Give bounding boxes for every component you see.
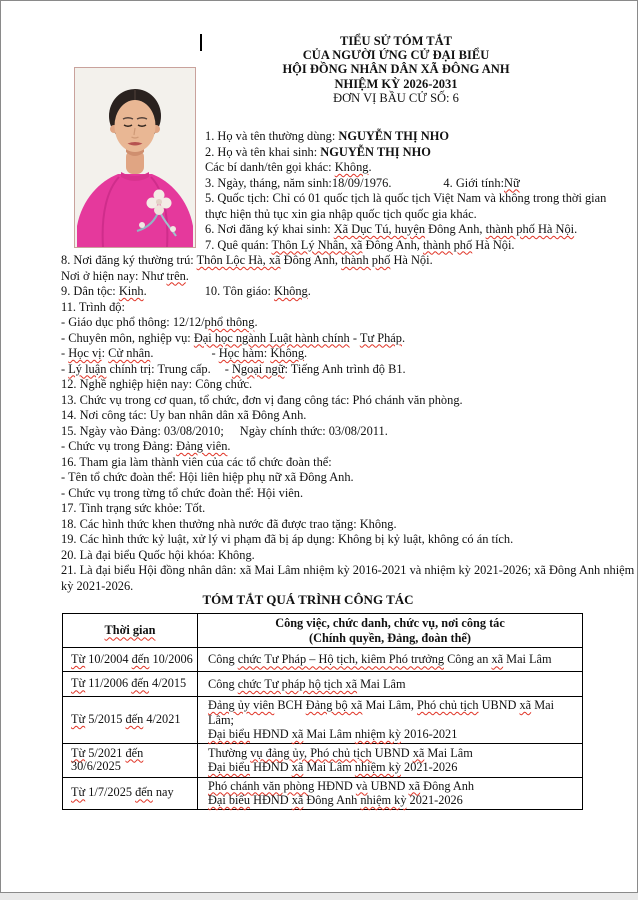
bio-line (61, 548, 621, 564)
bio-line (61, 424, 621, 440)
bio-line (61, 439, 621, 455)
text-run: 16. Tham gia làm thành viên của các tổ chức đoàn thể: (61, 454, 332, 469)
candidate-photo[interactable] (74, 67, 196, 248)
text-run: Công (208, 676, 238, 691)
work-history-row (63, 672, 583, 697)
text-run: 3. Ngày, tháng, năm sinh:18/09/1976. (205, 175, 392, 190)
cell-time-period (63, 697, 198, 744)
text-run: . (143, 284, 147, 298)
text-run: HĐND (250, 760, 292, 774)
text-run: 2021-2026 (406, 793, 463, 807)
misspelled-word: xã (519, 698, 532, 712)
misspelled-word: Từ (71, 651, 86, 666)
work-description-line (208, 760, 578, 775)
bio-line (61, 563, 635, 579)
work-description-line (208, 746, 578, 761)
col-header-work-line1: Công việc, chức danh, chức vụ, nơi công tác (275, 616, 505, 630)
bio-line (205, 145, 625, 161)
text-run: Các bí danh/tên gọi khác: (205, 160, 335, 174)
title-line-1: TIỂU SỬ TÓM TẮT (340, 34, 452, 48)
text-run: - (349, 330, 360, 345)
text-run: NGUYỄN THỊ NHO (338, 129, 449, 143)
misspelled-word: chức Tư pháp hộ tịch xã (237, 676, 358, 691)
bio-line (61, 455, 621, 471)
text-run: Hà Nội. (472, 237, 515, 252)
misspelled-word: và (355, 778, 368, 793)
col-header-work (198, 614, 583, 648)
bio-line (61, 393, 621, 409)
text-run: 19. Các hình thức kỷ luật, xử lý vi phạm đã bị áp dụng: Không bị kỷ luật, không có án tích. (61, 532, 514, 546)
misspelled-word: đến (125, 745, 144, 760)
text-run: . (368, 160, 372, 174)
bio-items-1-to-7 (205, 129, 625, 253)
text-run: 15. Ngày vào Đảng: 03/08/2010; (61, 423, 224, 438)
bio-line (61, 362, 621, 378)
text-run: BCH (274, 698, 306, 712)
text-run: . (304, 346, 308, 360)
text-run: 20. Là đại biểu Quốc hội khóa: Không. (61, 547, 255, 562)
text-run: - Chức vụ trong từng tổ chức đoàn thể: Hội viên. (61, 485, 304, 500)
misspelled-word: Phó chánh văn phòng (208, 778, 315, 793)
misspelled-word: Tư Pháp (359, 330, 402, 345)
text-run: 10. Tôn giáo: (204, 284, 275, 298)
misspelled-word: xã (291, 727, 304, 741)
bio-line (61, 517, 621, 533)
misspelled-word: Đảng bộ xã (305, 698, 363, 712)
misspelled-word: Xã Dục Tú, huyện (333, 222, 426, 236)
text-run: Mai Lâm (503, 652, 552, 667)
text-run: Đông Anh (303, 793, 361, 807)
text-run: 17. Tình trạng sức khỏe: Tốt. (61, 501, 206, 515)
misspelled-word: đến (131, 676, 149, 691)
bio-line (61, 269, 621, 285)
text-run: - Chuyên môn, nghiệp vụ: (61, 330, 194, 345)
text-run: 11. Trình độ: (61, 299, 125, 314)
work-history-heading: TÓM TẮT QUÁ TRÌNH CÔNG TÁC (202, 592, 414, 607)
work-history-row (63, 648, 583, 672)
text-run: 2016-2021 (400, 727, 458, 741)
misspelled-word: xã (291, 760, 304, 774)
misspelled-word: Thôn Lý Nhân, xã (271, 237, 363, 252)
text-run: Hà Nội. (390, 253, 433, 267)
misspelled-word: Từ (71, 785, 86, 800)
bio-line (205, 176, 625, 192)
misspelled-word: Lý luận (68, 361, 107, 376)
bio-line (61, 470, 621, 486)
text-run: 10/2006 (149, 651, 193, 666)
bio-line (61, 315, 621, 331)
work-description-line (208, 677, 578, 692)
misspelled-word: vụ đảng ủy, Phó chủ tịch (250, 745, 372, 760)
document-title-block (201, 34, 591, 105)
text-run: - Chức vụ trong Đảng: (61, 439, 177, 453)
misspelled-word: Học vị (68, 346, 102, 360)
text-run: 11/2006 (85, 676, 132, 691)
misspelled-word: Nữ (504, 175, 520, 190)
bio-line (205, 207, 625, 223)
text-run: . (185, 268, 189, 283)
bio-line (61, 253, 621, 269)
misspelled-word: phổ thông (204, 315, 255, 329)
title-line-5-election-unit: ĐƠN VỊ BẦU CỬ SỐ: 6 (333, 90, 459, 105)
bio-line (61, 346, 621, 362)
text-run: UBND (371, 745, 413, 760)
bio-line (61, 486, 621, 502)
misspelled-word: Từ (71, 676, 86, 691)
text-run: Mai Lâm (303, 760, 355, 774)
text-run: Mai Lâm; (208, 698, 555, 727)
misspelled-word: Đại biểu (208, 793, 251, 807)
work-history-table (62, 613, 583, 810)
misspelled-word: nhiệm kỳ (360, 793, 407, 807)
misspelled-word: Từ (71, 745, 86, 760)
text-run: Công (208, 652, 238, 667)
text-run: . (150, 346, 154, 360)
bio-items-8-to-21 (61, 253, 635, 594)
text-run: 30/6/2025 (71, 759, 121, 773)
misspelled-word: Từ (71, 712, 86, 726)
text-run: 8. Nơi đăng ký thường trú: (61, 253, 197, 267)
text-run: . (574, 222, 578, 236)
misspelled-word: Ngoại ngữ (231, 361, 285, 376)
text-run: 9. Dân tộc: (61, 284, 119, 298)
text-run: 7. Quê quán: (205, 237, 272, 252)
title-line-2: CỦA NGƯỜI ỨNG CỬ ĐẠI BIỂU (302, 48, 490, 63)
text-run: 5/2021 (85, 745, 126, 760)
text-run: 13. Chức vụ trong cơ quan, tổ chức, đơn vị đang công tác: Phó chánh văn phòng. (61, 392, 463, 407)
text-run: Đông Anh, (362, 237, 423, 252)
misspelled-word: xã (291, 793, 304, 807)
text-run: 5/2015 (85, 712, 126, 726)
text-run: Công an (444, 652, 492, 667)
text-run: Ngày chính thức: 03/08/2011. (239, 423, 388, 438)
text-run: 14. Nơi công tác: Uy ban nhân dân xã Đông Anh. (61, 408, 307, 422)
misspelled-word: đến (131, 651, 150, 666)
misspelled-word: chức Tư Pháp – Hộ tịch, kiêm Phó trưởng (237, 652, 444, 667)
text-run: . (307, 284, 311, 298)
misspelled-word: Thôn Lộc Hà, xã (196, 253, 281, 267)
text-run: 2021-2026 (400, 760, 458, 774)
misspelled-word: Không (334, 160, 369, 174)
text-run: 12. Nghề nghiệp hiện nay: Công chức. (61, 377, 253, 391)
misspelled-word: Đại biểu (208, 727, 251, 741)
misspelled-word: thành phố (341, 253, 391, 267)
misspelled-word: Đại biểu (208, 760, 251, 774)
misspelled-word: thành phố (422, 237, 473, 252)
text-run: UBND (478, 698, 520, 712)
text-run: - Giáo dục phổ thông: 12/12/ (61, 315, 205, 329)
misspelled-word: xã (408, 778, 421, 793)
work-description-line (208, 793, 578, 808)
cell-work-description (198, 743, 583, 777)
bio-line (61, 300, 621, 316)
title-line-3: HỘI ĐỒNG NHÂN DÂN XÃ ĐÔNG ANH (282, 62, 510, 77)
text-run: Mai Lâm (303, 727, 355, 741)
misspelled-word: Kinh (118, 284, 144, 298)
bio-line (205, 160, 625, 176)
bio-line (205, 129, 625, 145)
bio-line (61, 331, 621, 347)
text-run: - (224, 361, 232, 376)
text-run: : (101, 346, 109, 360)
text-run: Mai Lâm (424, 745, 473, 760)
work-history-row (63, 743, 583, 777)
misspelled-word: xã (491, 652, 504, 667)
text-run: : Tiếng Anh trình độ B1. (284, 361, 406, 376)
work-description-line (208, 727, 578, 742)
col-header-time (63, 614, 198, 648)
bio-line (61, 377, 621, 393)
misspelled-word: Cử nhân (108, 346, 151, 360)
text-run: - (61, 346, 69, 360)
text-run: 21. Là đại biểu Hội đồng nhân dân: xã Mai Lâm nhiệm kỳ 2016-2021 và nhiệm kỳ 2021-2026; xã Đông Anh nhiệm (61, 563, 635, 577)
work-description-line (208, 698, 578, 727)
bio-line (61, 408, 621, 424)
cell-time-period (63, 648, 198, 672)
text-run: HĐND (250, 793, 292, 807)
bio-line (61, 532, 621, 548)
work-history-row (63, 697, 583, 744)
text-run: Đông Anh, (280, 253, 342, 267)
cell-work-description (198, 697, 583, 744)
misspelled-word: Phó chủ tịch (417, 698, 479, 712)
text-run: Đông Anh (420, 778, 475, 793)
table-header-row (63, 614, 583, 648)
misspelled-word: Không (270, 346, 305, 360)
misspelled-word: đến (135, 785, 153, 800)
cell-time-period (63, 743, 198, 777)
cell-time-period (63, 777, 198, 809)
misspelled-word: đến (125, 712, 144, 726)
text-run: 4/2021 (143, 712, 181, 726)
text-run: UBND (367, 778, 409, 793)
bio-line (205, 191, 625, 207)
misspelled-word: Không (274, 284, 308, 298)
text-run: thực hiện thủ tục xin gia nhập quốc tịch quốc gia khác. (205, 206, 477, 221)
col-header-time-label: Thời gian (104, 623, 156, 638)
text-run: 6. Nơi đăng ký khai sinh: (205, 222, 334, 236)
text-run: - Tên tổ chức đoàn thể: Hội liên hiệp phụ nữ xã Đông Anh. (61, 470, 354, 484)
misspelled-word: nhiệm kỳ (354, 760, 401, 774)
text-run: Mai Lâm (357, 676, 406, 691)
text-run: 4/2015 (148, 676, 187, 691)
text-run: 1. Họ và tên thường dùng: (205, 129, 339, 143)
text-run: . (402, 330, 406, 345)
bio-line (205, 238, 625, 254)
work-description-line (208, 652, 578, 667)
text-run: 4. Giới tính: (443, 175, 505, 190)
text-run: kỳ 2021-2026. (61, 578, 134, 593)
text-run: Thường (208, 745, 251, 760)
text-run: 2. Họ và tên khai sinh: (205, 144, 321, 159)
text-run: . (227, 439, 231, 453)
bio-line (61, 284, 621, 300)
work-description-line (208, 779, 578, 794)
text-run: HĐND (250, 727, 292, 741)
text-run: 1/7/2025 (85, 785, 136, 800)
work-history-row (63, 777, 583, 809)
text-run: 5. Quốc tịch: Chỉ có 01 quốc tịch là quốc tịch Việt Nam và không trong thời gian (205, 191, 607, 205)
text-run: 18. Các hình thức khen thưởng nhà nước đã được trao tặng: Không. (61, 516, 397, 531)
misspelled-word: nhiệm kỳ (354, 727, 401, 741)
portrait-illustration (75, 68, 195, 247)
text-run: - (211, 346, 219, 360)
bio-line (205, 222, 625, 238)
cell-work-description (198, 648, 583, 672)
text-run: nay (152, 785, 174, 800)
misspelled-word: Đại học ngành Luật hành chính (193, 330, 350, 345)
text-run: Nơi ở hiện nay: Như (61, 268, 167, 283)
misspelled-word: trên (166, 268, 186, 283)
cell-work-description (198, 777, 583, 809)
text-run: . (254, 315, 258, 329)
title-line-4: NHIỆM KỲ 2026-2031 (334, 76, 458, 91)
misspelled-word: Đảng viên (176, 439, 228, 453)
text-run: HĐND (314, 778, 356, 793)
text-run: NGUYỄN THỊ NHO (320, 144, 431, 159)
text-run: 10/2004 (85, 651, 132, 666)
misspelled-word: xã (412, 745, 425, 760)
text-run: : (263, 346, 271, 360)
text-run: Mai Lâm, (362, 698, 418, 712)
bio-line (61, 501, 621, 517)
misspelled-word: thành phố Hà Nội (485, 222, 575, 236)
misspelled-word: Đảng ủy viên (208, 698, 275, 712)
misspelled-word: Học hàm (218, 346, 264, 360)
cell-work-description (198, 672, 583, 697)
cell-time-period (63, 672, 198, 697)
text-run: chính trị: Trung cấp. (106, 361, 211, 376)
text-run: - (61, 361, 69, 376)
col-header-work-line2: (Chính quyền, Đảng, đoàn thể) (309, 630, 471, 645)
text-run: Đông Anh, (425, 222, 486, 236)
